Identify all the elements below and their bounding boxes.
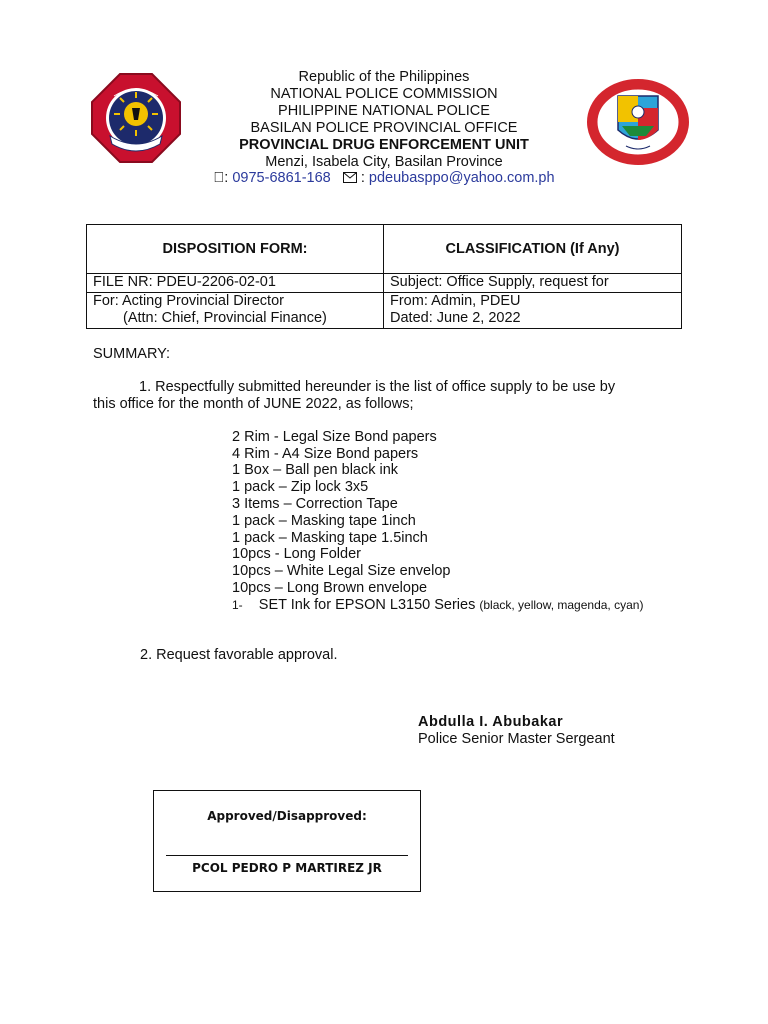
list-item: 1 pack – Masking tape 1.5inch: [232, 530, 428, 546]
signatory-rank: Police Senior Master Sergeant: [418, 731, 615, 747]
disposition-table: [86, 224, 682, 329]
phone-icon: :: [218, 170, 223, 186]
ink-colors: (black, yellow, magenda, cyan): [479, 598, 644, 612]
letterhead-unit: PROVINCIAL DRUG ENFORCEMENT UNIT: [239, 137, 529, 153]
ink-item: SET Ink for EPSON L3150 Series: [258, 597, 476, 613]
letterhead-country: Republic of the Philippines: [298, 69, 470, 85]
for-recipient: [87, 293, 384, 329]
for-line: For: Acting Provincial Director: [93, 293, 284, 309]
attn-line: (Attn: Chief, Provincial Finance): [123, 310, 327, 326]
list-item: 10pcs - Long Folder: [232, 546, 361, 562]
summary-heading: SUMMARY:: [93, 346, 171, 362]
approval-box: [153, 790, 421, 892]
file-number: FILE NR: PDEU-2206-02-01: [87, 274, 384, 293]
disposition-form-heading: DISPOSITION FORM:: [87, 225, 384, 274]
envelope-icon: [343, 170, 361, 186]
list-item: 1 pack – Zip lock 3x5: [232, 479, 369, 495]
letterhead-address: Menzi, Isabela City, Basilan Province: [265, 154, 503, 170]
dated-line: Dated: June 2, 2022: [390, 310, 521, 326]
paragraph-1-line-2: this office for the month of JUNE 2022, as follows;: [93, 396, 414, 412]
ink-number: 1-: [232, 598, 243, 612]
approval-label: Approved/Disapproved:: [207, 809, 367, 823]
list-item: 3 Items – Correction Tape: [232, 496, 398, 512]
list-item: 2 Rim - Legal Size Bond papers: [232, 429, 437, 445]
list-item: 1 Box – Ball pen black ink: [232, 462, 399, 478]
subject: Subject: Office Supply, request for: [384, 274, 682, 293]
classification-heading: CLASSIFICATION (If Any): [384, 225, 682, 274]
list-item: 10pcs – Long Brown envelope: [232, 580, 428, 596]
list-item-ink: [232, 597, 643, 613]
list-item: 10pcs – White Legal Size envelop: [232, 563, 451, 579]
letterhead-office: BASILAN POLICE PROVINCIAL OFFICE: [250, 120, 518, 136]
letterhead-commission: NATIONAL POLICE COMMISSION: [270, 86, 498, 102]
list-item: 1 pack – Masking tape 1inch: [232, 513, 416, 529]
letterhead-pnp: PHILIPPINE NATIONAL POLICE: [278, 103, 490, 119]
paragraph-2: 2. Request favorable approval.: [140, 647, 338, 663]
phone-number: 0975-6861-168: [226, 170, 326, 186]
from-line: From: Admin, PDEU: [390, 293, 521, 309]
list-item: 4 Rim - A4 Size Bond papers: [232, 446, 419, 462]
email-label: :: [355, 170, 360, 186]
signature-line: [166, 855, 408, 856]
contact-line: [0, 170, 768, 186]
paragraph-1-line-1: 1. Respectfully submitted hereunder is the list of office supply to be use by: [139, 379, 616, 395]
email-link[interactable]: pdeubasppo@yahoo.com.ph: [363, 170, 550, 186]
from-dated: [384, 293, 682, 329]
signatory-name: Abdulla I. Abubakar: [418, 714, 564, 730]
approver-name: PCOL PEDRO P MARTIREZ JR: [192, 861, 382, 875]
letterhead: [0, 69, 768, 171]
